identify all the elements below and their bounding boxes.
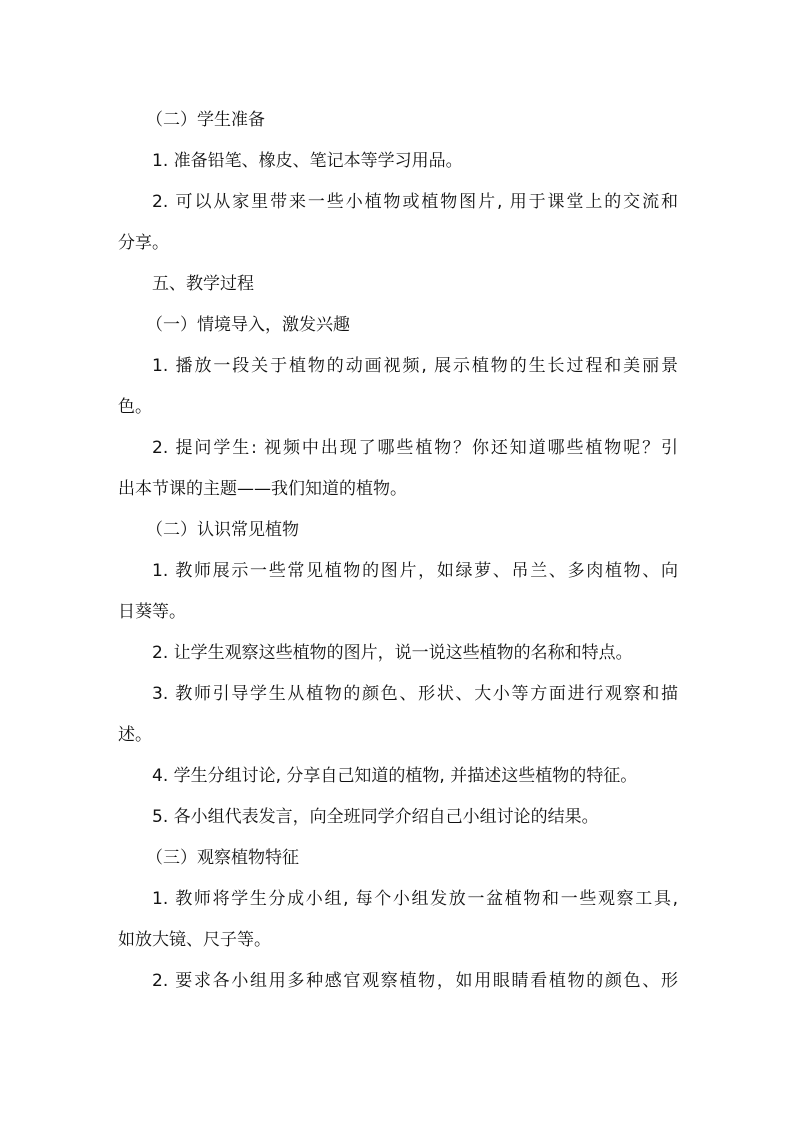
section-heading-student-prep: （二）学生准备 <box>146 110 265 130</box>
paragraph-line: 色。 <box>118 397 152 417</box>
paragraph-line: 述。 <box>118 725 152 745</box>
section-heading-intro: （一）情境导入，激发兴趣 <box>146 315 350 335</box>
paragraph-line: 出本节课的主题——我们知道的植物。 <box>118 479 407 499</box>
paragraph-line: 3. 教师引导学生从植物的颜色、形状、大小等方面进行观察和描 <box>152 684 678 704</box>
paragraph-line: 2. 要求各小组用多种感官观察植物，如用眼睛看植物的颜色、形 <box>152 971 678 991</box>
paragraph-line: 4. 学生分组讨论, 分享自己知道的植物, 并描述这些植物的特征。 <box>152 766 638 786</box>
paragraph-line: 2. 可以从家里带来一些小植物或植物图片, 用于课堂上的交流和 <box>152 192 678 212</box>
paragraph-line: 1. 播放一段关于植物的动画视频, 展示植物的生长过程和美丽景 <box>152 356 678 376</box>
paragraph-line: 1. 准备铅笔、橡皮、笔记本等学习用品。 <box>152 151 463 171</box>
document-body <box>118 100 678 1002</box>
section-heading-common-plants: （二）认识常见植物 <box>146 520 299 540</box>
paragraph-line: 日葵等。 <box>118 602 186 622</box>
paragraph-line: 分享。 <box>118 233 169 253</box>
paragraph-line: 如放大镜、尺子等。 <box>118 930 271 950</box>
section-heading-teaching-process: 五、教学过程 <box>152 274 254 294</box>
paragraph-line: 1. 教师展示一些常见植物的图片，如绿萝、吊兰、多肉植物、向 <box>152 561 678 581</box>
paragraph-line: 2. 让学生观察这些植物的图片，说一说这些植物的名称和特点。 <box>152 643 633 663</box>
paragraph-line: 5. 各小组代表发言，向全班同学介绍自己小组讨论的结果。 <box>152 807 599 827</box>
paragraph-line: 2. 提问学生: 视频中出现了哪些植物？你还知道哪些植物呢？引 <box>152 438 678 458</box>
section-heading-observe-features: （三）观察植物特征 <box>146 848 299 868</box>
paragraph-line: 1. 教师将学生分成小组, 每个小组发放一盆植物和一些观察工具, <box>152 889 678 909</box>
